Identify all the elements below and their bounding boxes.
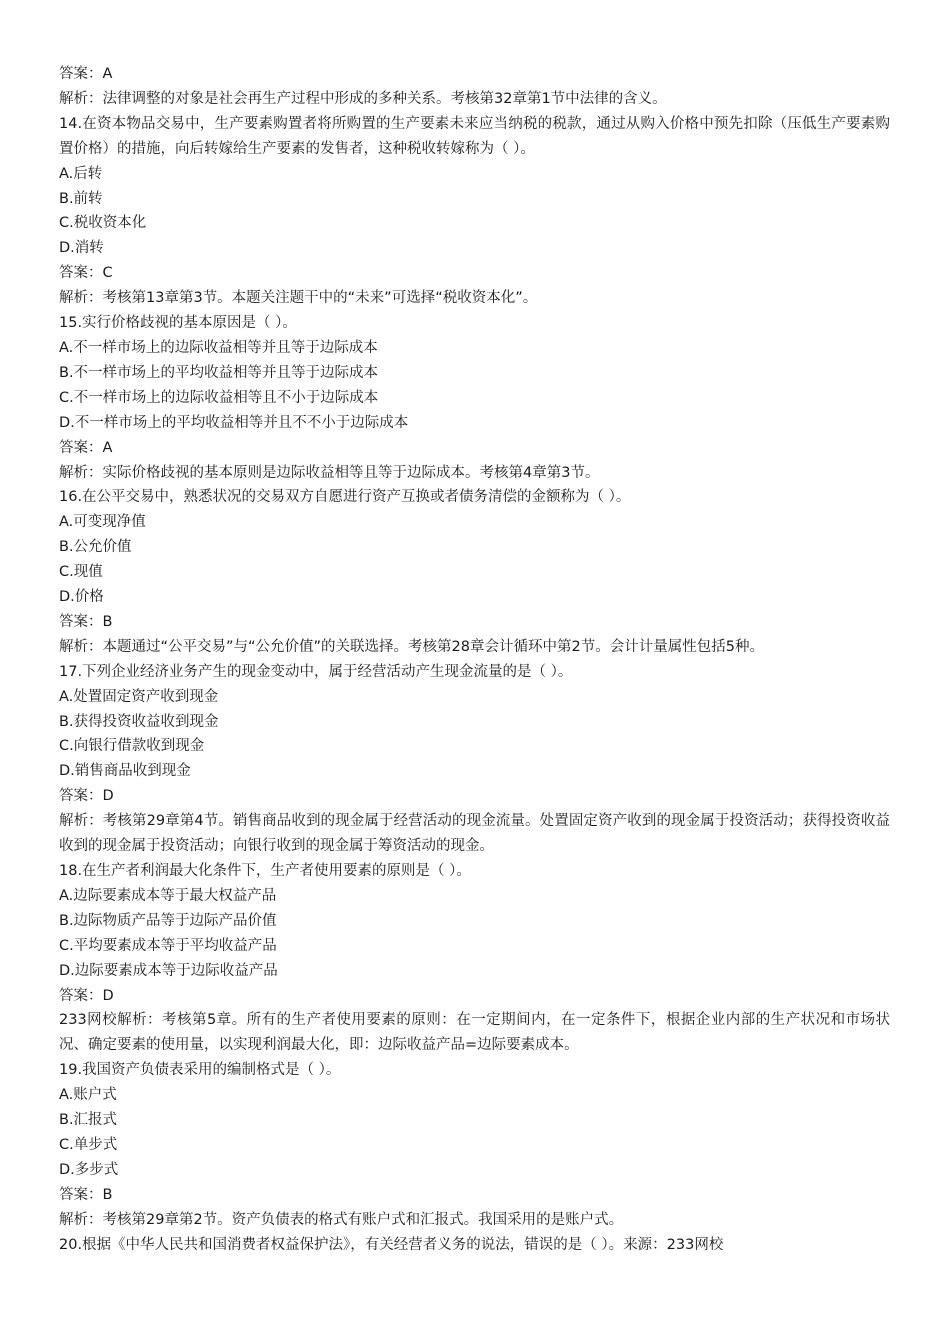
answer-18: 答案：D bbox=[59, 987, 114, 1004]
answer-13: 答案：A bbox=[59, 66, 113, 82]
answer-17: 答案：D bbox=[59, 788, 114, 805]
answer-14: 答案：C bbox=[59, 265, 113, 282]
option-18-d: D.边际要素成本等于边际收益产品 bbox=[59, 962, 278, 979]
option-19-d: D.多步式 bbox=[59, 1161, 119, 1178]
option-17-c: C.向银行借款收到现金 bbox=[59, 738, 205, 755]
option-15-b: B.不一样市场上的平均收益相等并且等于边际成本 bbox=[59, 364, 379, 381]
option-16-b: B.公允价值 bbox=[59, 539, 132, 556]
option-19-c: C.单步式 bbox=[59, 1136, 118, 1153]
analysis-17: 解析：考核第29章第4节。销售商品收到的现金属于经营活动的现金流量。处置固定资产收到的现金属于投资活动；获得投资收益收到的现金属于投资活动；向银行收到的现金属于筹资活动的现金。 bbox=[59, 813, 890, 855]
option-17-d: D.销售商品收到现金 bbox=[59, 763, 191, 780]
analysis-15: 解析：实际价格歧视的基本原则是边际收益相等且等于边际成本。考核第4章第3节。 bbox=[59, 464, 600, 481]
option-18-b: B.边际物质产品等于边际产品价值 bbox=[59, 912, 277, 929]
option-19-a: A.账户式 bbox=[59, 1087, 117, 1104]
question-16: 16.在公平交易中，熟悉状况的交易双方自愿进行资产互换或者债务清偿的金额称为（ ）。 bbox=[59, 489, 631, 506]
question-20: 20.根据《中华人民共和国消费者权益保护法》，有关经营者义务的说法，错误的是（ ）。来源：233网校 bbox=[59, 1236, 724, 1253]
option-15-c: C.不一样市场上的边际收益相等且不小于边际成本 bbox=[59, 389, 379, 406]
option-16-d: D.价格 bbox=[59, 589, 104, 606]
option-16-c: C.现值 bbox=[59, 564, 103, 581]
answer-19: 答案：B bbox=[59, 1186, 113, 1203]
answer-15: 答案：A bbox=[59, 439, 113, 456]
option-14-c: C.税收资本化 bbox=[59, 215, 147, 232]
analysis-16: 解析：本题通过“公平交易”与“公允价值”的关联选择。考核第28章会计循环中第2节。会计计量属性包括5种。 bbox=[59, 638, 764, 655]
question-18: 18.在生产者利润最大化条件下，生产者使用要素的原则是（ ）。 bbox=[59, 863, 471, 879]
option-14-d: D.消转 bbox=[59, 240, 104, 257]
option-18-a: A.边际要素成本等于最大权益产品 bbox=[59, 887, 277, 904]
option-16-a: A.可变现净值 bbox=[59, 514, 146, 531]
question-15: 15.实行价格歧视的基本原因是（ ）。 bbox=[59, 315, 297, 332]
analysis-14: 解析：考核第13章第3节。本题关注题干中的“未来”可选择“税收资本化”。 bbox=[59, 290, 538, 307]
answer-16: 答案：B bbox=[59, 613, 113, 630]
option-17-b: B.获得投资收益收到现金 bbox=[59, 713, 219, 730]
option-18-c: C.平均要素成本等于平均收益产品 bbox=[59, 937, 277, 954]
analysis-19: 解析：考核第29章第2节。资产负债表的格式有账户式和汇报式。我国采用的是账户式。 bbox=[59, 1211, 624, 1228]
option-17-a: A.处置固定资产收到现金 bbox=[59, 688, 219, 705]
question-17: 17.下列企业经济业务产生的现金变动中，属于经营活动产生现金流量的是（ ）。 bbox=[59, 663, 573, 680]
option-19-b: B.汇报式 bbox=[59, 1112, 118, 1129]
option-14-b: B.前转 bbox=[59, 190, 103, 207]
option-15-d: D.不一样市场上的平均收益相等并且不不小于边际成本 bbox=[59, 414, 409, 431]
option-14-a: A.后转 bbox=[59, 165, 103, 182]
question-14: 14.在资本物品交易中，生产要素购置者将所购置的生产要素未来应当纳税的税款，通过从购入价格中预先扣除（压低生产要素购置价格）的措施，向后转嫁给生产要素的发售者，这种税收转嫁称为（ ）。 bbox=[59, 115, 890, 157]
analysis-18: 233网校解析：考核第5章。所有的生产者使用要素的原则：在一定期间内，在一定条件下，根据企业内部的生产状况和市场状况、确定要素的使用量，以实现利润最大化，即：边际收益产品=边际要素成本。 bbox=[59, 1012, 890, 1054]
question-19: 19.我国资产负债表采用的编制格式是（ ）。 bbox=[59, 1062, 341, 1079]
option-15-a: A.不一样市场上的边际收益相等并且等于边际成本 bbox=[59, 339, 378, 356]
analysis-13: 解析：法律调整的对象是社会再生产过程中形成的多种关系。考核第32章第1节中法律的含义。 bbox=[59, 90, 667, 107]
